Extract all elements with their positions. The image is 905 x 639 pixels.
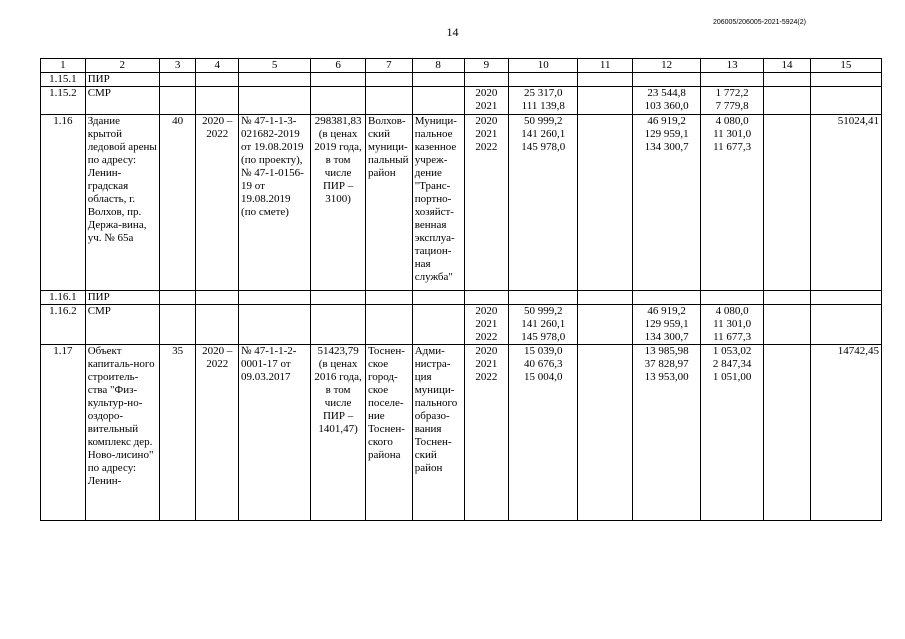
- balance-cell: 51024,41: [810, 115, 881, 291]
- amount: 145 978,0: [521, 331, 566, 343]
- year: 2022: [475, 371, 498, 383]
- object-name: СМР: [85, 305, 159, 345]
- investment-objects-table: [40, 58, 882, 521]
- amount: 134 300,7: [644, 141, 689, 153]
- header-cell: 2: [85, 59, 159, 73]
- estimated-cost-cell: 51423,79 (в ценах 2016 года, в том числе ПИР – 1401,47): [311, 345, 366, 521]
- municipality-cell: Тоснен-ское город-ское поселе-ние Тоснен-ского района: [366, 345, 413, 521]
- amount: 50 999,2: [523, 305, 563, 317]
- amount: 2 847,34: [712, 358, 752, 370]
- row-number: 1.16.2: [41, 305, 86, 345]
- years-cell: [464, 305, 509, 345]
- capacity-cell: 40: [159, 115, 196, 291]
- amount-col13-cell: [701, 345, 764, 521]
- amount: 103 360,0: [644, 100, 689, 112]
- year: 2021: [475, 318, 498, 330]
- amount: 141 260,1: [521, 318, 566, 330]
- amount: 23 544,8: [647, 87, 686, 99]
- table-row: [41, 291, 882, 305]
- row-number: 1.16: [41, 115, 86, 291]
- amount: 15 039,0: [523, 345, 563, 357]
- amount: 13 985,98: [644, 345, 689, 357]
- header-cell: 8: [412, 59, 464, 73]
- amount: 40 676,3: [523, 358, 563, 370]
- period-cell: 2020 – 2022: [196, 115, 239, 291]
- customer-cell: Муници-пальное казенное учреж-дение "Транс-портно-хозяйст-венная эксплуа-тацион-ная служба": [412, 115, 464, 291]
- total-amount-cell: [509, 115, 578, 291]
- table-row: [41, 73, 882, 87]
- year: 2020: [475, 87, 498, 99]
- amount: 46 919,2: [647, 305, 686, 317]
- amount: 1 053,02: [712, 345, 752, 357]
- year: 2020: [475, 115, 498, 127]
- row-number: 1.16.1: [41, 291, 86, 305]
- amount: 25 317,0: [523, 87, 563, 99]
- amount: 4 080,0: [715, 305, 749, 317]
- years-cell: [464, 345, 509, 521]
- year: 2020: [475, 305, 498, 317]
- amount-col12-cell: [633, 345, 701, 521]
- amount-col13-cell: [701, 305, 764, 345]
- amount: 129 959,1: [644, 128, 689, 140]
- years-cell: [464, 115, 509, 291]
- total-amount-cell: [509, 345, 578, 521]
- header-cell: 10: [509, 59, 578, 73]
- year: 2022: [475, 141, 498, 153]
- object-name: ПИР: [85, 73, 159, 87]
- period-cell: 2020 – 2022: [196, 345, 239, 521]
- amount: 7 779,8: [715, 100, 749, 112]
- object-name: Здание крытой ледовой арены по адресу: Ленин-градская область, г. Волхов, пр. Держа-вина, уч. № 65а: [85, 115, 159, 291]
- row-number: 1.15.2: [41, 87, 86, 115]
- amount: 1 051,00: [712, 371, 752, 383]
- header-cell: 1: [41, 59, 86, 73]
- amount-col12-cell: [633, 305, 701, 345]
- amount: 11 301,0: [713, 128, 752, 140]
- header-cell: 3: [159, 59, 196, 73]
- row-number: 1.15.1: [41, 73, 86, 87]
- year: 2021: [475, 358, 498, 370]
- header-cell: 4: [196, 59, 239, 73]
- customer-cell: Адми-нистра-ция муници-пального образо-вания Тоснен-ский район: [412, 345, 464, 521]
- total-amount-cell: [509, 305, 578, 345]
- amount: 134 300,7: [644, 331, 689, 343]
- table-row: [41, 115, 882, 291]
- year: 2022: [475, 331, 498, 343]
- amount: 141 260,1: [521, 128, 566, 140]
- year: 2021: [475, 128, 498, 140]
- amount: 11 677,3: [713, 141, 752, 153]
- header-cell: 11: [578, 59, 633, 73]
- header-cell: 5: [239, 59, 311, 73]
- total-amount-cell: [509, 87, 578, 115]
- object-name: ПИР: [85, 291, 159, 305]
- amount: 111 139,8: [521, 100, 565, 112]
- amount-col13-cell: [701, 115, 764, 291]
- amount: 15 004,0: [523, 371, 563, 383]
- amount: 13 953,00: [644, 371, 689, 383]
- header-cell: 13: [701, 59, 764, 73]
- amount: 145 978,0: [521, 141, 566, 153]
- header-cell: 12: [633, 59, 701, 73]
- amount: 37 828,97: [644, 358, 689, 370]
- header-cell: 9: [464, 59, 509, 73]
- column-number-header-row: [41, 59, 882, 73]
- amount: 11 677,3: [713, 331, 752, 343]
- page-number: 14: [446, 25, 459, 39]
- expertise-cell: № 47-1-1-2-0001-17 от 09.03.2017: [239, 345, 311, 521]
- amount: 11 301,0: [713, 318, 752, 330]
- header-cell: 14: [764, 59, 811, 73]
- balance-cell: 14742,45: [810, 345, 881, 521]
- year: 2020: [475, 345, 498, 357]
- header-cell: 7: [366, 59, 413, 73]
- table-row: [41, 87, 882, 115]
- amount-col13-cell: [701, 87, 764, 115]
- header-cell: 6: [311, 59, 366, 73]
- document-code: 206005/206005-2021-5924(2): [712, 19, 806, 26]
- years-cell: [464, 87, 509, 115]
- estimated-cost-cell: 298381,83 (в ценах 2019 года, в том числе ПИР – 3100): [311, 115, 366, 291]
- object-name: СМР: [85, 87, 159, 115]
- header-cell: 15: [810, 59, 881, 73]
- municipality-cell: Волхов-ский муници-пальный район: [366, 115, 413, 291]
- amount: 50 999,2: [523, 115, 563, 127]
- object-name: Объект капиталь-ного строитель-ства "Физ-культур-но-оздоро-вительный комплекс дер. Ново-лисино" по адресу: Ленин-: [85, 345, 159, 521]
- capacity-cell: 35: [159, 345, 196, 521]
- amount: 4 080,0: [715, 115, 749, 127]
- amount: 46 919,2: [647, 115, 686, 127]
- table-row: [41, 345, 882, 521]
- expertise-cell: № 47-1-1-3-021682-2019 от 19.08.2019 (по проекту), № 47-1-0156-19 от 19.08.2019 (по смете): [239, 115, 311, 291]
- row-number: 1.17: [41, 345, 86, 521]
- amount: 129 959,1: [644, 318, 689, 330]
- amount-col12-cell: [633, 115, 701, 291]
- amount: 1 772,2: [715, 87, 749, 99]
- table-row: [41, 305, 882, 345]
- year: 2021: [475, 100, 498, 112]
- amount-col12-cell: [633, 87, 701, 115]
